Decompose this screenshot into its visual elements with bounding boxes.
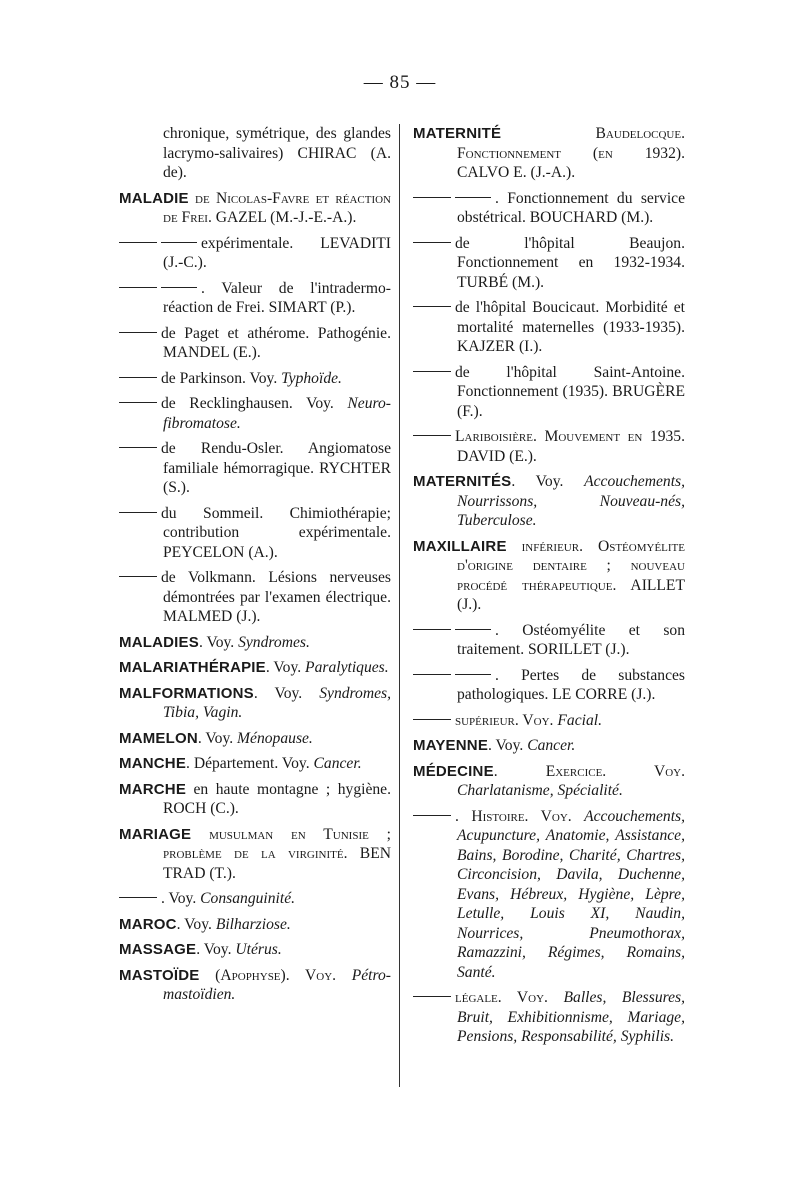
entry-maternites [413, 472, 685, 531]
entry-text: de Paget et athérome. Pathogénie. MANDEL (E.). [161, 324, 391, 361]
headword: MALADIE [119, 189, 189, 207]
dash-marker [119, 512, 157, 513]
dash-marker [455, 629, 491, 630]
cross-reference: Neuro-fibromatose. [163, 395, 391, 432]
entry-mayenne [413, 736, 685, 756]
cross-reference: Consanguinité. [200, 890, 296, 907]
headword: MÉDECINE [413, 762, 494, 780]
page-number: — 85 — [363, 72, 437, 93]
cross-reference: Charlatanisme, Spécialité. [457, 782, 623, 799]
entry-text: Baudelocque. Fonctionnement (en 1932). CALVO E. (J.-A.). [457, 125, 685, 181]
headword: MARCHE [119, 780, 187, 798]
entry-text: de Nicolas-Favre et réaction de Frei. GAZEL (M.-J.-E.-A.). [163, 189, 391, 226]
entry-text: . Voy. [161, 890, 197, 907]
headword: MAMELON [119, 729, 198, 747]
dash-marker [413, 306, 451, 307]
dash-marker [455, 674, 491, 675]
sub-entry [119, 369, 391, 389]
sub-entry [413, 988, 685, 1047]
entry-text: en haute montagne ; hygiène. ROCH (C.). [163, 780, 391, 817]
dash-marker [119, 242, 157, 243]
left-column [119, 124, 391, 1011]
headword: MALADIES [119, 633, 199, 651]
entry-marche [119, 780, 391, 819]
cross-reference: Cancer. [313, 755, 362, 772]
sub-entry [413, 189, 685, 228]
sub-entry [413, 807, 685, 983]
dash-marker [413, 815, 451, 816]
entry-mariage [119, 825, 391, 884]
entry-text: supérieur. Voy. [455, 711, 554, 729]
entry-text: . Exercice. Voy. [493, 762, 685, 780]
entry-maladies [119, 633, 391, 653]
entry-maroc [119, 915, 391, 935]
headword: MANCHE [119, 755, 187, 772]
headword: MAROC [119, 915, 177, 933]
entry-text: . Département. Voy. [186, 755, 310, 772]
sub-entry [413, 298, 685, 357]
entry-text: du Sommeil. Chimiothérapie; contribution expérimentale. PEYCELON (A.). [161, 504, 391, 561]
headword: MALARIATHÉRAPIE [119, 659, 266, 676]
cross-reference: Bilharziose. [215, 915, 291, 933]
entry-text: . Ostéomyélite et son traitement. SORILLET (J.). [457, 621, 685, 658]
cross-reference: Syndromes, Tibia, Vagin. [163, 684, 391, 721]
dash-marker [413, 435, 451, 436]
entry-medecine [413, 762, 685, 801]
headword: MATERNITÉ [413, 125, 502, 142]
entry-text: de Recklinghausen. Voy. [161, 395, 334, 412]
entry-text: . Histoire. Voy. [455, 807, 572, 825]
headword: MASSAGE [119, 941, 197, 958]
entry-text: légale. Voy. [455, 989, 548, 1006]
sub-entry [413, 427, 685, 466]
cross-reference: Paralytiques. [305, 659, 389, 676]
entry-mastoide [119, 966, 391, 1005]
cross-reference: Typhoïde. [281, 369, 342, 387]
entry-text: . Voy. [253, 684, 303, 702]
headword: MAXILLAIRE [413, 537, 507, 555]
cross-reference: Accouchements, Nourrissons, Nouveau-nés, Tuberculose. [457, 473, 685, 529]
sub-entry [413, 621, 685, 660]
cross-reference: Cancer. [527, 737, 576, 754]
sub-entry [413, 711, 685, 731]
cross-reference: Utérus. [235, 941, 282, 958]
entry-malformations [119, 684, 391, 723]
entry-continuation: chronique, symétrique, des glandes lacrymo-salivaires) CHIRAC (A. de). [163, 125, 391, 181]
entry-text: musulman en Tunisie ; problème de la virginité. BEN TRAD (T.). [163, 825, 391, 882]
dash-marker [119, 402, 157, 403]
dash-marker [413, 719, 451, 720]
entry-text: . Pertes de substances pathologiques. LE CORRE (J.). [457, 666, 685, 703]
dash-marker [413, 371, 451, 372]
entry-mamelon [119, 729, 391, 749]
entry-text: . Fonctionnement du service obstétrical. BOUCHARD (M.). [457, 189, 685, 226]
dash-marker [413, 242, 451, 243]
entry-text: de Volkmann. Lésions nerveuses démontrées par l'examen électrique. MALMED (J.). [161, 569, 391, 625]
headword: MATERNITÉS [413, 473, 512, 490]
cross-reference: Balles, Blessures, Bruit, Exhibitionnisme, Mariage, Pensions, Responsabilité, Syphilis. [457, 989, 685, 1045]
sub-entry [119, 324, 391, 363]
entry-text: de Parkinson. Voy. [161, 369, 278, 387]
headword: MASTOÏDE [119, 966, 200, 984]
cross-reference: Ménopause. [237, 729, 313, 747]
dash-marker [119, 897, 157, 898]
entry-text: . Voy. [176, 915, 212, 933]
entry-text: Lariboisière. Mouvement en 1935. DAVID (E.). [455, 428, 685, 465]
cross-reference: Pétro-mastoïdien. [163, 966, 391, 1003]
entry-text: . Voy. [488, 737, 524, 754]
sub-entry [413, 234, 685, 293]
entry-maternite [413, 124, 685, 183]
dash-marker [119, 377, 157, 378]
entry-text: . Valeur de l'intradermo-réaction de Frei. SIMART (P.). [163, 279, 391, 316]
entry-text: . Voy. [197, 729, 234, 747]
sub-entry [119, 568, 391, 627]
headword: MALFORMATIONS [119, 684, 254, 702]
sub-entry [119, 504, 391, 563]
entry-text: de l'hôpital Beaujon. Fonctionnement en 1932-1934. TURBÉ (M.). [455, 234, 685, 291]
entry-text: de l'hôpital Saint-Antoine. Fonctionnement (1935). BRUGÈRE (F.). [455, 363, 685, 420]
sub-entry [413, 363, 685, 422]
entry-text: expérimentale. LEVADITI (J.-C.). [163, 234, 391, 271]
entry-massage [119, 940, 391, 960]
column-divider [399, 124, 400, 1087]
entry-maxillaire [413, 537, 685, 615]
dash-marker [161, 242, 197, 243]
entry-text: . Voy. [265, 659, 302, 676]
sub-entry [119, 439, 391, 498]
entry-text: de Rendu-Osler. Angiomatose familiale hémorragique. RYCHTER (S.). [161, 440, 391, 496]
entry-text: . Voy. [511, 473, 564, 490]
dash-marker [119, 287, 157, 288]
dash-marker [119, 447, 157, 448]
dash-marker [413, 674, 451, 675]
dash-marker [455, 197, 491, 198]
cross-reference: Syndromes. [238, 633, 310, 651]
headword: MARIAGE [119, 825, 192, 843]
sub-entry [119, 394, 391, 433]
entry-text: . Voy. [196, 941, 232, 958]
cross-reference: Accouchements, Acupuncture, Anatomie, Assistance, Bains, Borodine, Charité, Chartres, Circoncision, Davila, Duchenne, Evans, Hébreux, Hygiène, Lèpre, Letulle, Louis XI, Naudin, Nourrices, Pneumothorax, Ramazzini, Régimes, Romains, Santé. [457, 807, 685, 981]
dash-marker [119, 332, 157, 333]
right-column [413, 124, 685, 1053]
entry-manche [119, 754, 391, 774]
headword: MAYENNE [413, 737, 489, 754]
entry-text: (Apophyse). Voy. [215, 966, 337, 984]
cross-reference: Facial. [557, 711, 602, 729]
sub-entry [119, 889, 391, 909]
entry-text: inférieur. Ostéomyélite d'origine dentaire ; nouveau procédé thérapeutique. AILLET (J.). [457, 537, 685, 613]
entry-text: de l'hôpital Boucicaut. Morbidité et mortalité maternelles (1933-1935). KAJZER (I.). [455, 299, 685, 355]
entry-maladie [119, 189, 391, 228]
dash-marker [413, 629, 451, 630]
sub-entry [119, 279, 391, 318]
dash-marker [161, 287, 197, 288]
dash-marker [413, 996, 451, 997]
entry-text: . Voy. [198, 633, 235, 651]
dash-marker [413, 197, 451, 198]
sub-entry [119, 234, 391, 273]
dash-marker [119, 576, 157, 577]
entry-malariatherapie [119, 658, 391, 678]
sub-entry [413, 666, 685, 705]
